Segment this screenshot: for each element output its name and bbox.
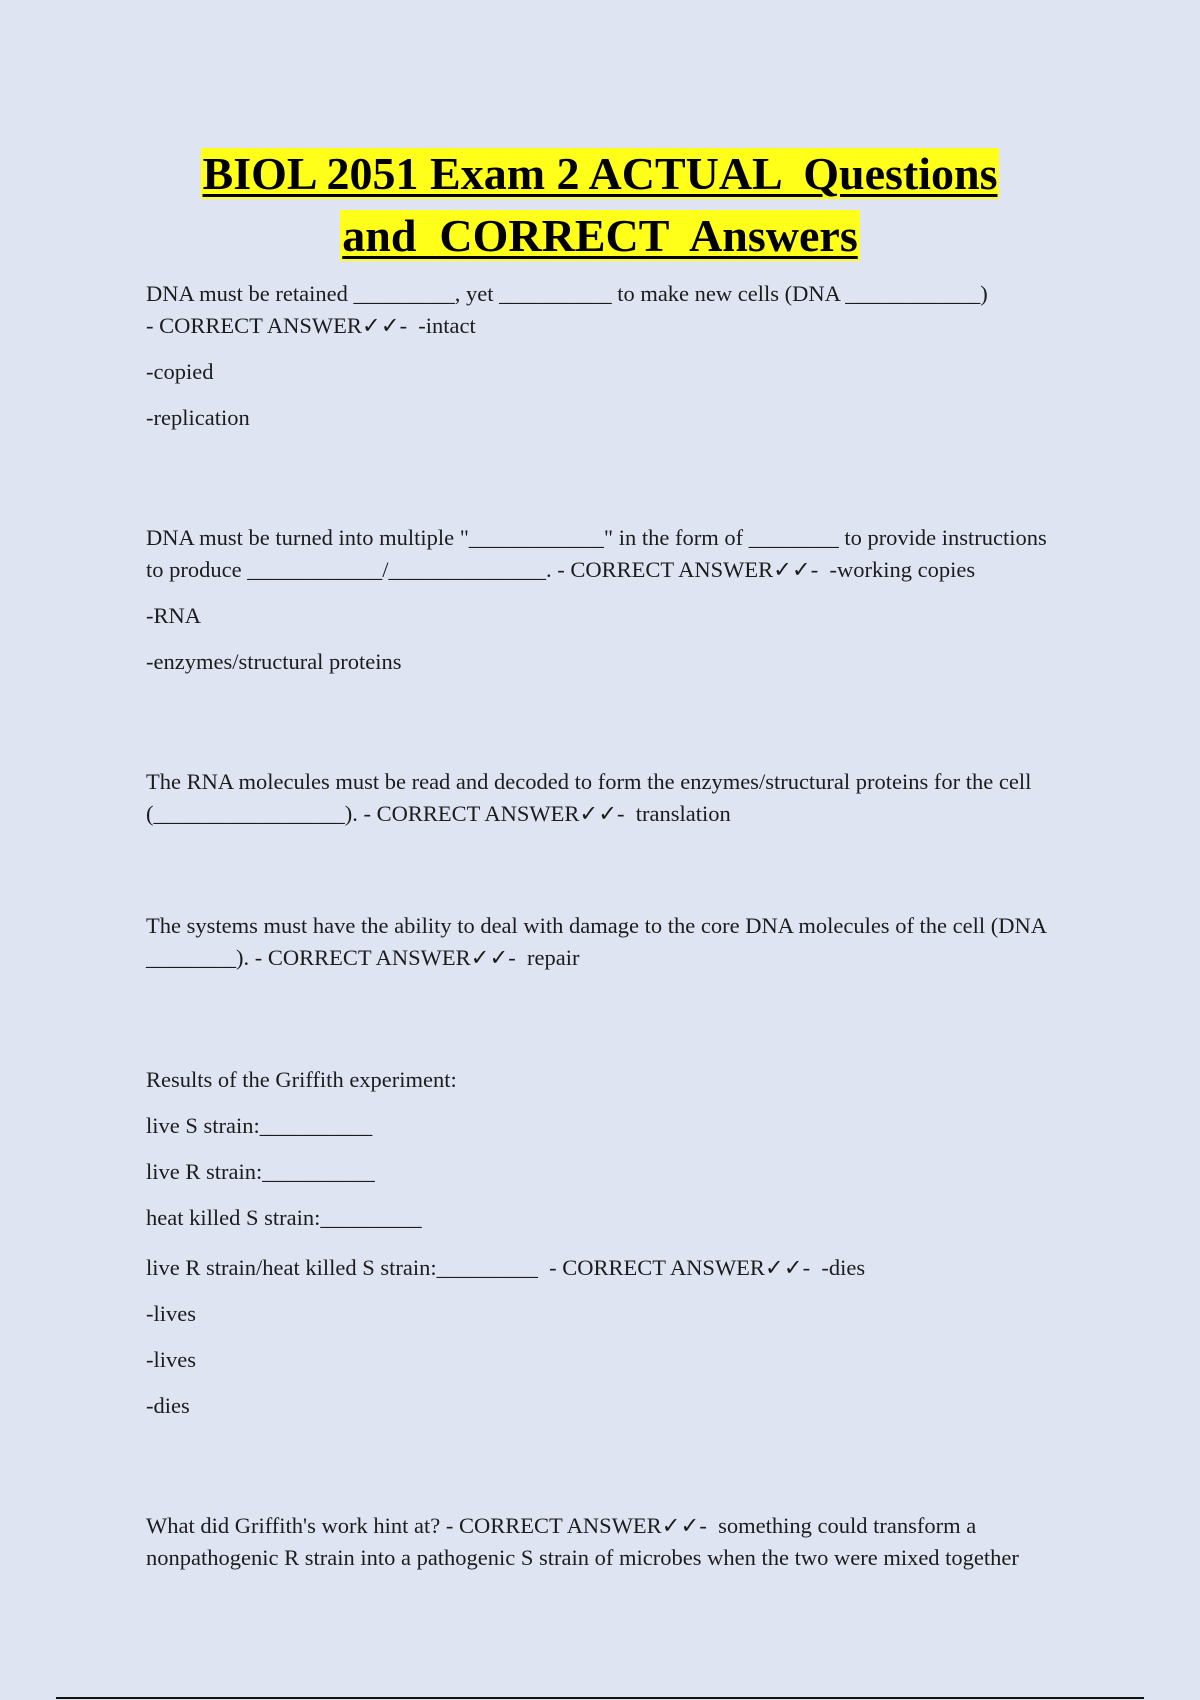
question-line: live R strain/heat killed S strain:_________ - CORRECT ANSWER✓✓- -dies — [146, 1255, 866, 1280]
answer-line: -enzymes/structural proteins — [146, 649, 402, 674]
answer-line: -copied — [146, 359, 214, 384]
answer-line: -RNA — [146, 603, 201, 628]
title-line-2: and CORRECT Answers — [342, 210, 858, 261]
answer-line: -lives — [146, 1347, 196, 1372]
question-text: DNA must be retained _________, yet __________ to make new cells (DNA ____________) — [146, 281, 988, 306]
answer-line: -replication — [146, 405, 250, 430]
qa-content — [146, 278, 1066, 1574]
qa-item-6 — [146, 1510, 1066, 1574]
question-line: heat killed S strain:_________ — [146, 1205, 422, 1230]
qa-item-2 — [146, 522, 1066, 678]
answer-line: -lives — [146, 1301, 196, 1326]
question-text: The RNA molecules must be read and decoded to form the enzymes/structural proteins for the cell (_________________). - CORRECT ANSWER✓✓- translation — [146, 769, 1037, 826]
qa-item-4 — [146, 910, 1066, 974]
qa-item-5 — [146, 1064, 1066, 1422]
qa-item-3 — [146, 766, 1066, 830]
question-text: Results of the Griffith experiment: — [146, 1067, 457, 1092]
qa-item-1 — [146, 278, 1066, 434]
answer-line: -dies — [146, 1393, 190, 1418]
question-line: live S strain:__________ — [146, 1113, 373, 1138]
question-text: What did Griffith's work hint at? - CORRECT ANSWER✓✓- something could transform a nonpathogenic R strain into a pathogenic S strain of microbes when the two were mixed together — [146, 1513, 1019, 1570]
page-title — [0, 143, 1200, 267]
question-text: The systems must have the ability to deal with damage to the core DNA molecules of the cell (DNA ________). - CORRECT ANSWER✓✓- repair — [146, 913, 1052, 970]
title-line-1: BIOL 2051 Exam 2 ACTUAL Questions — [202, 148, 998, 199]
bottom-rule — [56, 1697, 1144, 1699]
answer-text: - CORRECT ANSWER✓✓- -intact — [146, 313, 476, 338]
question-line: live R strain:__________ — [146, 1159, 375, 1184]
question-text: DNA must be turned into multiple "____________" in the form of ________ to provide instructions to produce ____________/______________. - CORRECT ANSWER✓✓- -working copies — [146, 525, 1053, 582]
